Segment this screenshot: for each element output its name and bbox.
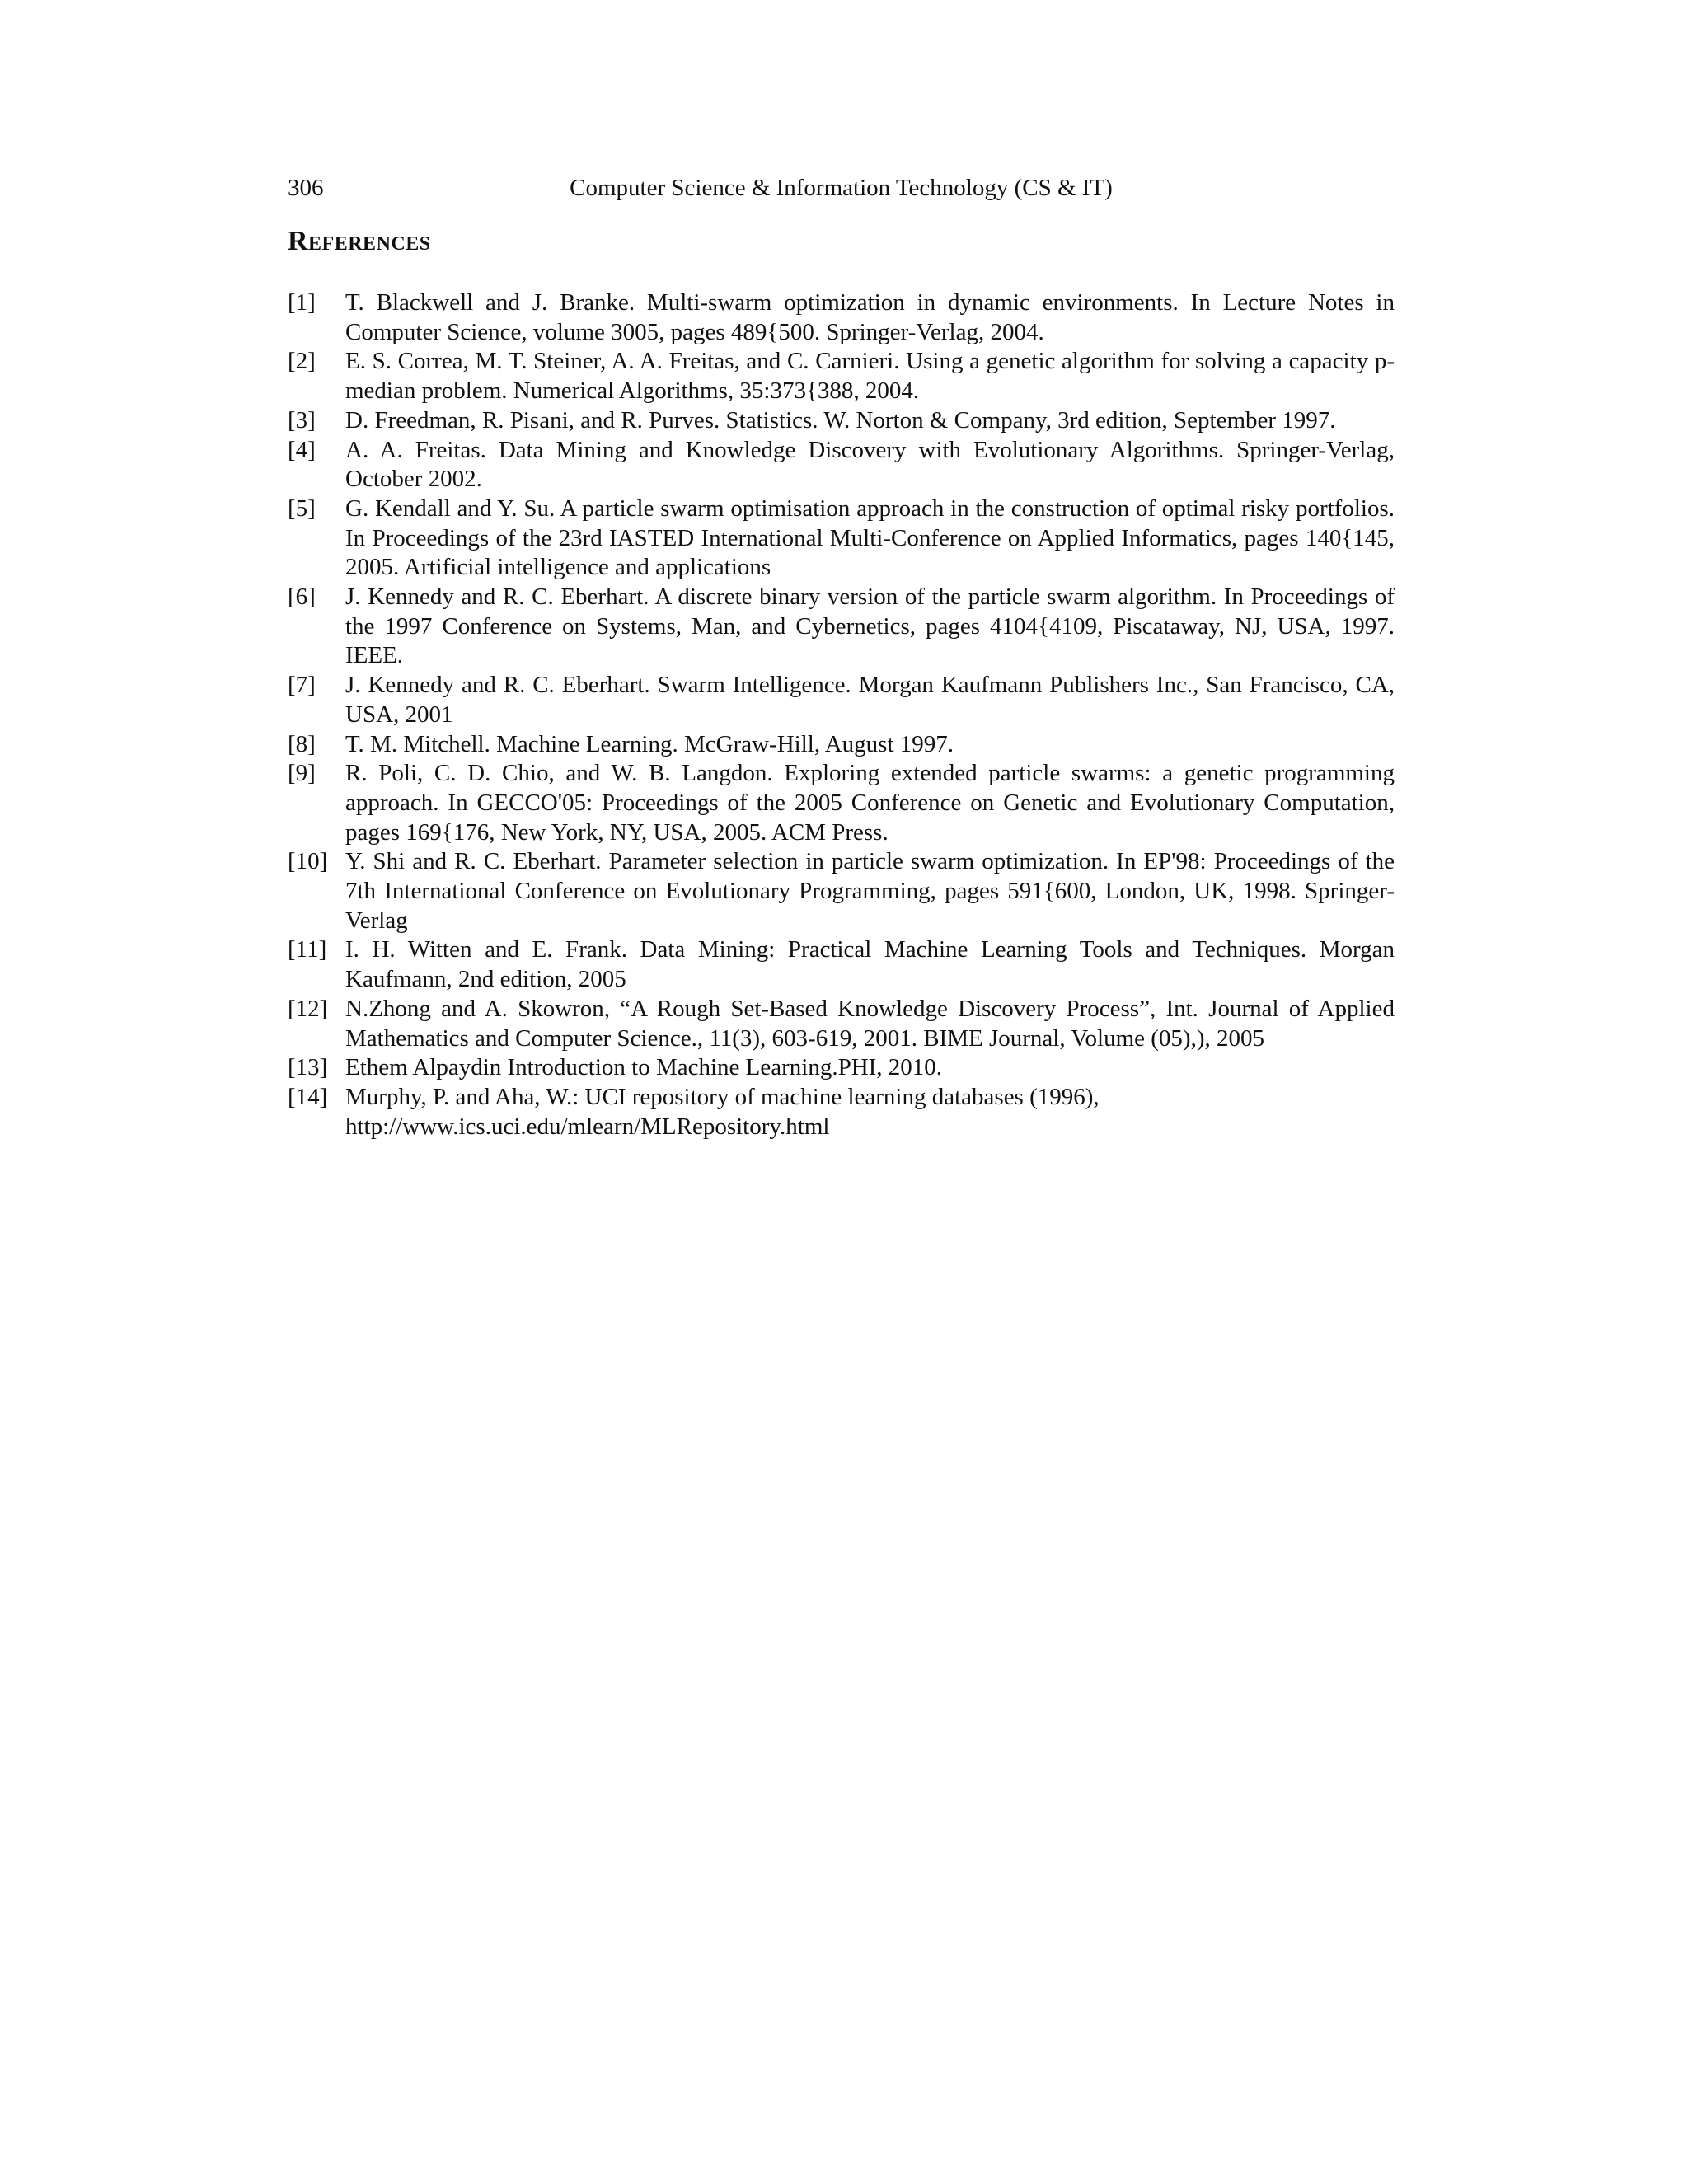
references-heading: References — [288, 226, 431, 256]
reference-13 — [288, 1053, 1395, 1083]
reference-text: I. H. Witten and E. Frank. Data Mining: Practical Machine Learning Tools and Techniques. Morgan Kaufmann, 2nd edition, 2005 — [345, 936, 1395, 993]
reference-number: [11] — [288, 936, 327, 963]
reference-14 — [288, 1083, 1395, 1141]
reference-number: [12] — [288, 995, 328, 1022]
reference-7 — [288, 671, 1395, 729]
reference-number: [8] — [288, 730, 316, 757]
reference-number: [3] — [288, 406, 316, 434]
reference-text: T. Blackwell and J. Branke. Multi-swarm optimization in dynamic environments. In Lecture Notes in Computer Science, volume 3005, pages 489{500. Springer-Verlag, 2004. — [345, 289, 1395, 345]
reference-text: G. Kendall and Y. Su. A particle swarm optimisation approach in the construction of optimal risky portfolios. In Proceedings of the 23rd IASTED International Multi-Conference on Applied Informatics, pages 140{145, 2005. Artificial intelligence and applications — [345, 494, 1395, 581]
reference-text: E. S. Correa, M. T. Steiner, A. A. Freitas, and C. Carnieri. Using a genetic algorithm for solving a capacity p-median problem. Numerical Algorithms, 35:373{388, 2004. — [345, 348, 1395, 405]
reference-11 — [288, 935, 1395, 994]
reference-text: N.Zhong and A. Skowron, “A Rough Set-Based Knowledge Discovery Process”, Int. Journal of Applied Mathematics and Computer Science., 11(3), 603-619, 2001. BIME Journal, Volume (05),), 2005 — [345, 995, 1395, 1052]
reference-text: R. Poli, C. D. Chio, and W. B. Langdon. Exploring extended particle swarms: a genetic programming approach. In GECCO'05: Proceedings of the 2005 Conference on Genetic and Evolutionary Computation, pages 169{176, New York, NY, USA, 2005. ACM Press. — [345, 760, 1395, 846]
reference-number: [2] — [288, 348, 316, 375]
reference-number: [6] — [288, 583, 316, 611]
reference-text: J. Kennedy and R. C. Eberhart. A discrete binary version of the particle swarm algorithm. In Proceedings of the 1997 Conference on Systems, Man, and Cybernetics, pages 4104{4109, Piscataway, NJ, USA, 1997. IEEE. — [345, 583, 1395, 669]
reference-9 — [288, 759, 1395, 847]
reference-text: J. Kennedy and R. C. Eberhart. Swarm Intelligence. Morgan Kaufmann Publishers Inc., San Francisco, CA, USA, 2001 — [345, 672, 1395, 728]
reference-3 — [288, 406, 1395, 436]
reference-number: [10] — [288, 848, 328, 875]
page-number: 306 — [288, 175, 324, 201]
reference-4 — [288, 436, 1395, 494]
reference-number: [1] — [288, 289, 316, 316]
reference-2 — [288, 347, 1395, 405]
reference-12 — [288, 995, 1395, 1053]
reference-5 — [288, 494, 1395, 583]
reference-text: D. Freedman, R. Pisani, and R. Purves. Statistics. W. Norton & Company, 3rd edition, September 1997. — [345, 406, 1336, 434]
reference-text-line: Murphy, P. and Aha, W.: UCI repository of machine learning databases (1996), — [345, 1083, 1100, 1110]
reference-list — [288, 288, 1395, 1141]
reference-number: [5] — [288, 494, 316, 522]
reference-number: [9] — [288, 760, 316, 787]
reference-1 — [288, 288, 1395, 347]
reference-text — [345, 1083, 1395, 1141]
reference-number: [13] — [288, 1054, 328, 1081]
reference-6 — [288, 583, 1395, 671]
reference-text: A. A. Freitas. Data Mining and Knowledge Discovery with Evolutionary Algorithms. Springer-Verlag, October 2002. — [345, 436, 1395, 493]
reference-8 — [288, 730, 1395, 760]
reference-text: Y. Shi and R. C. Eberhart. Parameter selection in particle swarm optimization. In EP'98: Proceedings of the 7th International Conference on Evolutionary Programming, pages 591{600, London, UK, 1998. Springer-Verlag — [345, 848, 1395, 934]
reference-number: [14] — [288, 1083, 328, 1110]
journal-title: Computer Science & Information Technology (CS & IT) — [570, 175, 1113, 201]
reference-url: http://www.ics.uci.edu/mlearn/MLRepository.html — [345, 1113, 830, 1140]
reference-number: [7] — [288, 672, 316, 699]
reference-text: T. M. Mitchell. Machine Learning. McGraw-Hill, August 1997. — [345, 730, 954, 757]
reference-number: [4] — [288, 436, 316, 463]
running-header — [288, 171, 1395, 204]
reference-10 — [288, 847, 1395, 935]
reference-text: Ethem Alpaydin Introduction to Machine Learning.PHI, 2010. — [345, 1054, 943, 1081]
